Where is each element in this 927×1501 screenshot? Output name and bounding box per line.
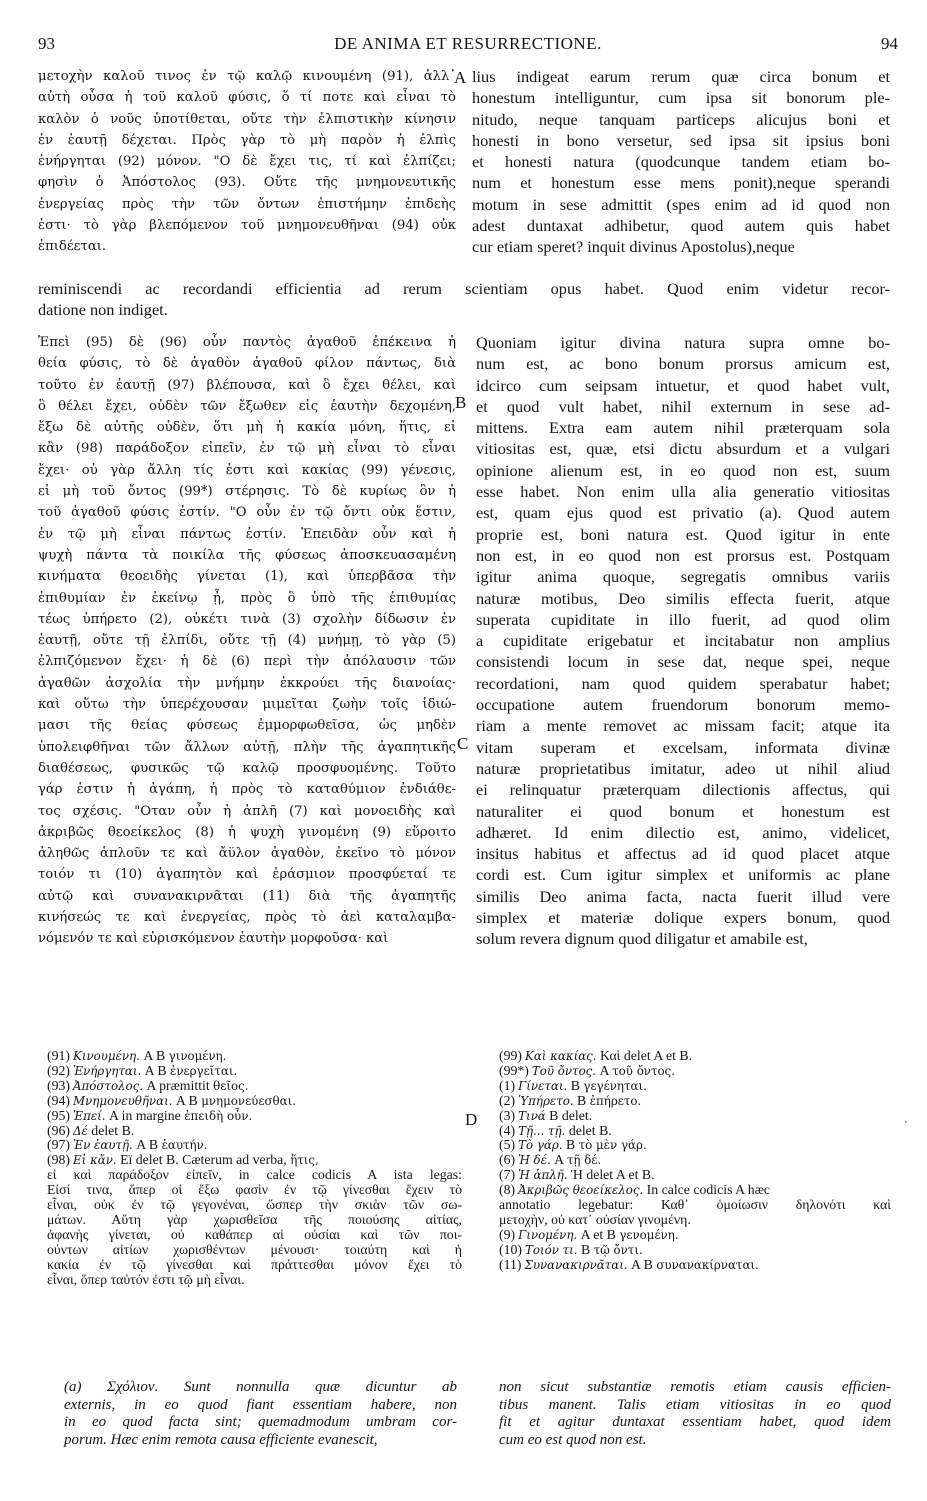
note-text: delet B. (565, 1122, 612, 1138)
note-entry (499, 1153, 891, 1168)
greek-line: κινήματα θεοειδὴς γίνεται (1), καὶ ὑπερβᾶσα τὴν (38, 569, 456, 585)
note-greek: γενομένη. (619, 1227, 679, 1242)
note-continuation: ούντων αἰτίων χωρισθέντων μένουσι· τοιαύτη καὶ ἡ (47, 1241, 462, 1257)
greek-line: ἐπιθυμίαν ἐν ἐκείνῳ ᾖ, πρὸς ὃ ὑπὸ τῆς ἐπιθυμίας (38, 590, 456, 606)
note-entry (499, 1049, 891, 1064)
critical-notes-left (47, 1049, 462, 1288)
note-continuation: εἰ καὶ παράδοξον εἰπεῖν, in calce codicis A ista legas: (47, 1167, 462, 1183)
note-number: (92) (47, 1062, 70, 1078)
greek-line: ἀκριβῶς θεοείκελος (8) ἡ ψυχὴ γινομένη (9) εὕροιτο (38, 824, 456, 840)
page-number-left: 93 (38, 34, 55, 53)
note-entry (47, 1138, 462, 1153)
note-entry (47, 1153, 462, 1168)
latin-line: lius indigeat earum rerum quæ circa bonum et (472, 67, 890, 86)
note-entry (47, 1079, 462, 1094)
note-entry (47, 1064, 462, 1079)
greek-line: ἑαυτῇ, οὔτε τῇ ἐλπίδι, οὔτε τῇ (4) μνήμῃ, τὸ γὰρ (5) (38, 633, 456, 649)
greek-line: ἔχει· οὐ γὰρ ἄλλη τίς ἐστι καὶ κακίας (99) γένεσις, (38, 462, 456, 478)
latin-line: datione non indiget. (38, 300, 168, 320)
greek-line: ψυχὴ πάντα τὰ ποικίλα τῆς φύσεως ἀποσκευασαμένη (38, 547, 456, 563)
latin-line: et quod vult habet, nihil externum in sese ad- (476, 396, 890, 416)
latin-line: honesti in bono versetur, sed ipsa sit ipsius boni (472, 130, 890, 150)
greek-line: θεία φύσις, τὸ δὲ ἀγαθὸν ἀγαθοῦ φίλον πάντως, διὰ (38, 356, 456, 372)
note-number: (94) (47, 1092, 70, 1108)
greek-line: τος σχέσις. "Οταν οὖν ἡ ἁπλῆ (7) καὶ μονοειδὴς καὶ (38, 803, 456, 819)
note-greek: τῷ ὄντι. (593, 1242, 643, 1257)
note-number: (2) (499, 1092, 516, 1108)
note-text: B (573, 1092, 590, 1108)
latin-line: cordi est. Cum igitur simplex et uniformis ac plane (476, 865, 890, 885)
note-continuation: μετοχὴν, οὐ κατ᾽ οὐσίαν γινομένη. (499, 1211, 691, 1227)
note-text: A (550, 1152, 567, 1168)
note-entry (499, 1228, 891, 1243)
note-entry (47, 1094, 462, 1109)
greek-line: εἰ μὴ τοῦ ὄντος (99*) στέρησις. Τὸ δὲ κυρίως ὂν ἡ (38, 484, 456, 500)
note-text: B (577, 1241, 594, 1257)
note-entry (499, 1109, 891, 1124)
note-number: (7) (499, 1167, 516, 1183)
footnote-line: porum. Hæc enim remota causa efficiente evanescit, (64, 1431, 378, 1448)
note-text: A B (627, 1256, 657, 1272)
greek-line: ἀγαθῶν ἀσχολία τὴν μνήμην ἐκκρούει τῆς διανοίας· (38, 675, 456, 691)
latin-line: similis Deo anima facta, nacta fuerit illud vere (476, 886, 890, 906)
note-number: (11) (499, 1256, 522, 1272)
note-lemma: Μνημονευθῆναι. (73, 1093, 173, 1108)
footnote-line: tibus manent. Talis etiam vitiositas in eo quod (499, 1396, 891, 1413)
note-text: A præmittit (143, 1077, 214, 1093)
note-greek: ἑαυτήν. (161, 1138, 208, 1153)
note-greek: τὸ μὲν γάρ. (578, 1138, 647, 1153)
page-number-right: 94 (881, 34, 898, 53)
note-text: In calce codicis A hæc (643, 1182, 771, 1198)
latin-line: naturæ proprietatibus imitatur, adeo ut nihil aliud (476, 758, 890, 778)
note-lemma: Τοιόν τι. (525, 1242, 578, 1257)
note-lemma: Τινά (518, 1108, 546, 1123)
note-lemma: Τοῦ ὄντος. (531, 1063, 597, 1078)
note-continuation: Εἰσί τινα, ἅπερ οἱ ἔξω φασὶν ἐν τῷ γίνεσθαι ἔχειν τὸ (47, 1182, 462, 1198)
note-greek: μνημονεύεσθαι. (201, 1093, 296, 1108)
note-greek: θεῖος. (213, 1078, 249, 1093)
note-entry (499, 1124, 891, 1139)
latin-line: idcirco cum seipsam intuetur, et quod habet vult, (476, 375, 890, 395)
latin-line: recordationi, nam quod quidem sperabatur habet; (476, 673, 890, 693)
note-entry (499, 1094, 891, 1109)
latin-line: mittens. Extra eam autem nihil præterquam sola (476, 418, 890, 438)
greek-column-1 (38, 66, 456, 258)
greek-line: τέως ὑπήρετο (2), οὐκέτι τινὰ (3) σχολὴν δίδωσιν ἐν (38, 611, 456, 627)
note-greek: τῇ δέ. (566, 1153, 602, 1168)
note-text: Eï delet B. Cæterum ad verba, (116, 1152, 291, 1168)
note-continuation: μάτων. Αὕτη γὰρ χωρισθεῖσα τῆς ποιούσης αἰτίας, (47, 1211, 462, 1227)
greek-line: ἐνήργηται (92) μόνον. "Ο δὲ ἔχει τις, τί καὶ ἐλπίζει; (38, 154, 456, 170)
note-lemma: Ὑπήρετο. (518, 1093, 574, 1108)
greek-line: τοῦτο ἐν ἑαυτῇ (97) βλέπουσα, καὶ ὃ ἔχει θέλει, καὶ (38, 377, 456, 393)
latin-line: est, quam ejus quod est privatio (a). Quod autem (476, 503, 890, 523)
latin-line: proprie est, boni natura est. Quod igitur in ente (476, 524, 890, 544)
greek-line: διαθέσεως, φυσικῶς τῷ καλῷ προσφυομένης. Τοῦτο (38, 760, 456, 776)
footnote-line: (a) Σχόλιον. Sunt nonnulla quæ dicuntur ab (64, 1379, 457, 1395)
running-header (38, 34, 898, 56)
note-greek: γινομένη. (168, 1049, 227, 1063)
note-number: (99) (499, 1048, 522, 1063)
latin-line: adest duntaxat adhibetur, quod autem quis habet (472, 216, 890, 236)
latin-line: opinione alienum est, in eo quod non est, suum (476, 460, 890, 480)
latin-line: riam a mente removet ac missam facit; atque ita (476, 716, 890, 736)
note-text: A B (172, 1092, 202, 1108)
note-continuation: annotatio legebatur: Καθ᾽ ὁμοίωσιν δηλονότι καὶ (499, 1197, 891, 1213)
note-lemma: Ἐνήργηται. (73, 1063, 142, 1078)
margin-marker-a: A (454, 68, 467, 87)
footnote-line: cum eo est quod non est. (499, 1431, 647, 1448)
scholion-footnote-left (64, 1379, 457, 1449)
greek-line: μετοχὴν καλοῦ τινος ἐν τῷ καλῷ κινουμένη (91), ἀλλ᾽ (38, 69, 456, 84)
note-number: (97) (47, 1137, 70, 1153)
greek-line: νόμενόν τε καὶ εὑρισκόμενον ἑαυτὴν μορφοῦσα· καὶ (38, 931, 389, 947)
note-text: B (562, 1137, 579, 1153)
greek-line: κινήσεώς τε καὶ ἐνεργείας, πρὸς τὸ ἀεὶ καταλαμβα- (38, 910, 456, 926)
critical-notes-right (499, 1049, 891, 1273)
latin-line: num et honestum esse mens ponit),neque sperandi (472, 173, 890, 193)
note-entry (499, 1138, 891, 1153)
note-entry (47, 1124, 462, 1139)
note-entry (499, 1183, 891, 1198)
latin-line: non est, in eo quod non est prorsus est. Postquam (476, 545, 890, 565)
greek-line: ἀληθῶς ἁπλοῦν τε καὶ ἄϋλον ἀγαθὸν, ἐκεῖνο τὸ μόνον (38, 846, 456, 862)
note-greek: ἥτις, (290, 1153, 319, 1168)
latin-line: consistendi locum in sese dat, neque spei, neque (476, 652, 890, 672)
margin-marker-b: B (455, 393, 467, 412)
note-entry (47, 1109, 462, 1124)
latin-line: solum revera dignum quod diligatur et amabile est, (476, 929, 808, 949)
greek-line: ὃ θέλει ἔχει, οὐδὲν τῶν ἔξωθεν εἰς ἑαυτὴν δεχομένη, (38, 398, 456, 414)
greek-line: ἐν τῷ μὴ εἶναι πάντως ἐστίν. Ἐπειδὰν οὖν καὶ ἡ (38, 526, 456, 542)
note-greek: ἐπειδὴ οὖν. (184, 1108, 253, 1123)
latin-line: adhæret. Id enim dilectio est, animo, videlicet, (476, 822, 890, 842)
stray-mark: ' (905, 1120, 907, 1131)
greek-line: τοιόν τι (10) ἀγαπητὸν καὶ ἐράσμιον προσφύεταί τε (38, 867, 456, 883)
note-greek: τοῦ ὄντος. (612, 1063, 675, 1078)
note-entry (499, 1064, 891, 1079)
latin-line: et honesti natura (quodcunque tandem etiam bo- (472, 152, 890, 172)
note-greek: ἐνεργεῖται. (170, 1063, 238, 1078)
note-number: (6) (499, 1152, 516, 1168)
note-number: (93) (47, 1077, 70, 1093)
note-lemma: Κινουμένη. (73, 1049, 140, 1063)
greek-line: ἐστι· τὸ γὰρ βλεπόμενον τοῦ μνημονευθῆναι (94) οὐκ (38, 218, 456, 234)
note-number: (8) (499, 1182, 516, 1198)
note-lemma: Ἡ ἁπλῆ. (518, 1168, 568, 1183)
note-text: delet B. (87, 1122, 135, 1138)
note-number: (3) (499, 1107, 516, 1123)
greek-column-2 (38, 332, 456, 950)
latin-line: Quoniam igitur divina natura supra omne bo- (476, 333, 890, 352)
note-entry (499, 1168, 891, 1183)
latin-line: cur etiam speret? inquit divinus Apostolus),neque (472, 237, 795, 257)
latin-line: naturæ motibus, Deo similis effecta fuerit, atque (476, 588, 890, 608)
scholion-footnote-right (499, 1379, 891, 1449)
note-lemma: Γίνεται. (518, 1078, 568, 1093)
greek-line: μασι τῆς θείας φύσεως ἐμμορφωθεῖσα, ὡς μηδὲν (38, 718, 456, 734)
note-number: (96) (47, 1122, 70, 1138)
greek-line: ἐν ἑαυτῇ δέχεται. Πρὸς γὰρ τὸ μὴ παρὸν ἡ ἐλπὶς (38, 132, 456, 148)
footnote-line: externis, in eo quod fiant essentiam habere, non (64, 1396, 457, 1413)
latin-line: igitur anima quoque, segregatis omnibus variis (476, 567, 890, 587)
note-text: A et B (577, 1226, 620, 1242)
latin-line: a cupiditate erigebatur et incitabatur non amplius (476, 631, 890, 651)
note-text: Ἡ delet A et B. (567, 1167, 655, 1183)
note-continuation: εἶναι, ὅπερ ταὐτόν ἐστι τῷ μὴ εἶναι. (47, 1271, 245, 1287)
latin-line: honestum intelliguntur, cum ipsa sit bonorum ple- (472, 88, 890, 108)
note-lemma: Τῇ... τῇ. (518, 1123, 566, 1138)
latin-line: insitus habitus et affectus ad id quod placet atque (476, 844, 890, 864)
note-text: A B (141, 1062, 170, 1078)
note-lemma: Ἡ δέ. (518, 1153, 551, 1168)
note-greek: συνανακίρναται. (656, 1257, 759, 1272)
latin-line: simplex et materiæ dolique expers bonum, quod (476, 908, 890, 928)
footnote-line: in eo quod facta sint; quemadmodum umbram cor- (64, 1414, 457, 1431)
latin-line: nitudo, neque tanquam particeps alicujus boni et (472, 109, 890, 129)
margin-marker-d: D (465, 1110, 478, 1129)
latin-line: vitam superam et excelsam, informata divinæ (476, 737, 890, 757)
note-lemma: Δέ (73, 1123, 88, 1138)
note-text: A in margine (105, 1107, 185, 1123)
latin-line: ei relinquatur præterquam dilectionis affectus, qui (476, 780, 890, 800)
note-number: (10) (499, 1241, 522, 1257)
latin-column-1 (472, 66, 890, 258)
latin-line: occupatione autem fruendorum bonorum memo- (476, 695, 890, 715)
greek-line: καλὸν ὁ νοῦς ὑποτίθεται, οὔτε τὴν ἐλπιστικὴν κίνησιν (38, 111, 456, 127)
greek-line: τοῦ ἀγαθοῦ φύσις ἐστίν. "Ο οὖν ἐν τῷ ὄντι οὐκ ἔστιν, (38, 505, 456, 521)
note-continuation: ἀφανὴς γίνεται, οὐ καθάπερ αἱ οὐσίαι καὶ τῶν ποι- (47, 1226, 462, 1242)
note-greek: γεγένηται. (583, 1078, 647, 1093)
note-lemma: Ἀπόστολος. (73, 1078, 143, 1093)
greek-line: καὶ οὕτω τὴν ὑπερέχουσαν μιμεῖται ζωὴν τοῖς ἰδιώ- (38, 697, 456, 713)
note-number: (95) (47, 1107, 70, 1123)
latin-line: esse habet. Non enim ulla alia generatio vitiositas (476, 482, 890, 502)
note-lemma: Καὶ κακίας. (525, 1049, 597, 1063)
note-number: (1) (499, 1077, 516, 1093)
latin-line: naturaliter ei quod bonum et honestum est (476, 801, 890, 821)
note-number: (5) (499, 1137, 516, 1153)
greek-line: ἐνεργείας πρὸς τὴν τῶν ὄντων ἐπιστήμην ἐπιδεὴς (38, 196, 456, 212)
greek-line: ἔξω δὲ αὐτῆς οὐδὲν, ὅτι μὴ ἡ κακία μόνη, ἥτις, εἰ (38, 420, 456, 436)
greek-line: κἂν (98) παράδοξον εἰπεῖν, ἐν τῷ μὴ εἶναι τὸ εἶναι (38, 441, 456, 457)
greek-line: φησὶν ὁ Ἀπόστολος (93). Οὔτε τῆς μνημονευτικῆς (38, 175, 456, 191)
note-text: A (596, 1062, 613, 1078)
note-text: A B (132, 1137, 162, 1153)
latin-continuation (38, 278, 890, 321)
greek-line: γάρ ἐστιν ἡ ἀγάπη, ἡ πρὸς τὸ καταθύμιον ἐνδιάθε- (38, 782, 456, 798)
note-lemma: Ἐπεί. (73, 1108, 106, 1123)
note-lemma: Ἀκριβῶς θεοείκελος. (518, 1183, 644, 1198)
note-continuation: κακία ἐν τῷ γίνεσθαι καὶ πράττεσθαι μόνον ἔχει τὸ (47, 1256, 462, 1272)
note-number: (98) (47, 1152, 70, 1168)
footnote-line: non sicut substantiæ remotis etiam causis efficien- (499, 1379, 891, 1395)
note-lemma: Ἐν ἑαυτῇ. (73, 1138, 133, 1153)
latin-line: superata cupiditate in illo fuerit, ad quod olim (476, 609, 890, 629)
note-entry (499, 1258, 891, 1273)
note-text: B (567, 1077, 584, 1093)
greek-line: αὐτὴ οὖσα ἡ τοῦ καλοῦ φύσις, ὅ τί ποτε καὶ εἶναι τὸ (38, 90, 456, 106)
note-number: (91) (47, 1048, 70, 1063)
note-greek: ἐπήρετο. (589, 1093, 642, 1108)
greek-line: ἐλπιζόμενον ἔχει· ἡ δὲ (6) περὶ τὴν ἀπόλαυσιν τῶν (38, 654, 456, 670)
note-entry (499, 1079, 891, 1094)
note-lemma: Συνανακιρνᾶται. (524, 1257, 628, 1272)
latin-column-2 (476, 332, 890, 950)
greek-line: ὑπολειφθῆναι τῶν ἄλλων αὐτῇ, πλὴν τῆς ἀγαπητικῆς (38, 739, 456, 755)
note-lemma: Γινομένη. (518, 1227, 578, 1242)
margin-marker-c: C (457, 734, 469, 753)
latin-line: vitiositas est, quæ, etsi dictu absurdum et a vulgari (476, 439, 890, 459)
footnote-line: fit et agitur duntaxat essentiam habet, quod idem (499, 1414, 891, 1431)
note-text: B delet. (545, 1107, 593, 1123)
note-number: (4) (499, 1122, 516, 1138)
latin-line: motum in sese admittit (spes enim ad id quod non (472, 194, 890, 214)
running-title: DE ANIMA ET RESURRECTIONE. (334, 34, 602, 53)
latin-line: num est, ac bono bonum prorsus amicum est, (476, 354, 890, 374)
greek-line: ἐπιδέεται. (38, 239, 107, 255)
note-text: A B (139, 1048, 169, 1063)
note-number: (9) (499, 1226, 516, 1242)
note-continuation: εἶναι, οὐκ ἐν τῷ γεγονέναι, ὥσπερ τὴν σκιὰν τῶν σω- (47, 1197, 462, 1213)
greek-line: αὐτῷ καὶ συνανακιρνᾶται (11) διὰ τῆς ἀγαπητῆς (38, 888, 456, 904)
greek-line: Ἐπεὶ (95) δὲ (96) οὖν παντὸς ἀγαθοῦ ἐπέκεινα ἡ (38, 335, 456, 350)
note-entry (499, 1243, 891, 1258)
note-lemma: Εἰ κἄν. (73, 1153, 117, 1168)
note-lemma: Τὸ γάρ. (518, 1138, 563, 1153)
note-entry (47, 1049, 462, 1064)
note-number: (99*) (499, 1062, 529, 1078)
note-text: Καὶ delet A et B. (596, 1048, 693, 1063)
latin-line: reminiscendi ac recordandi efficientia ad rerum scientiam opus habet. Quod enim videtur recor- (38, 279, 890, 298)
